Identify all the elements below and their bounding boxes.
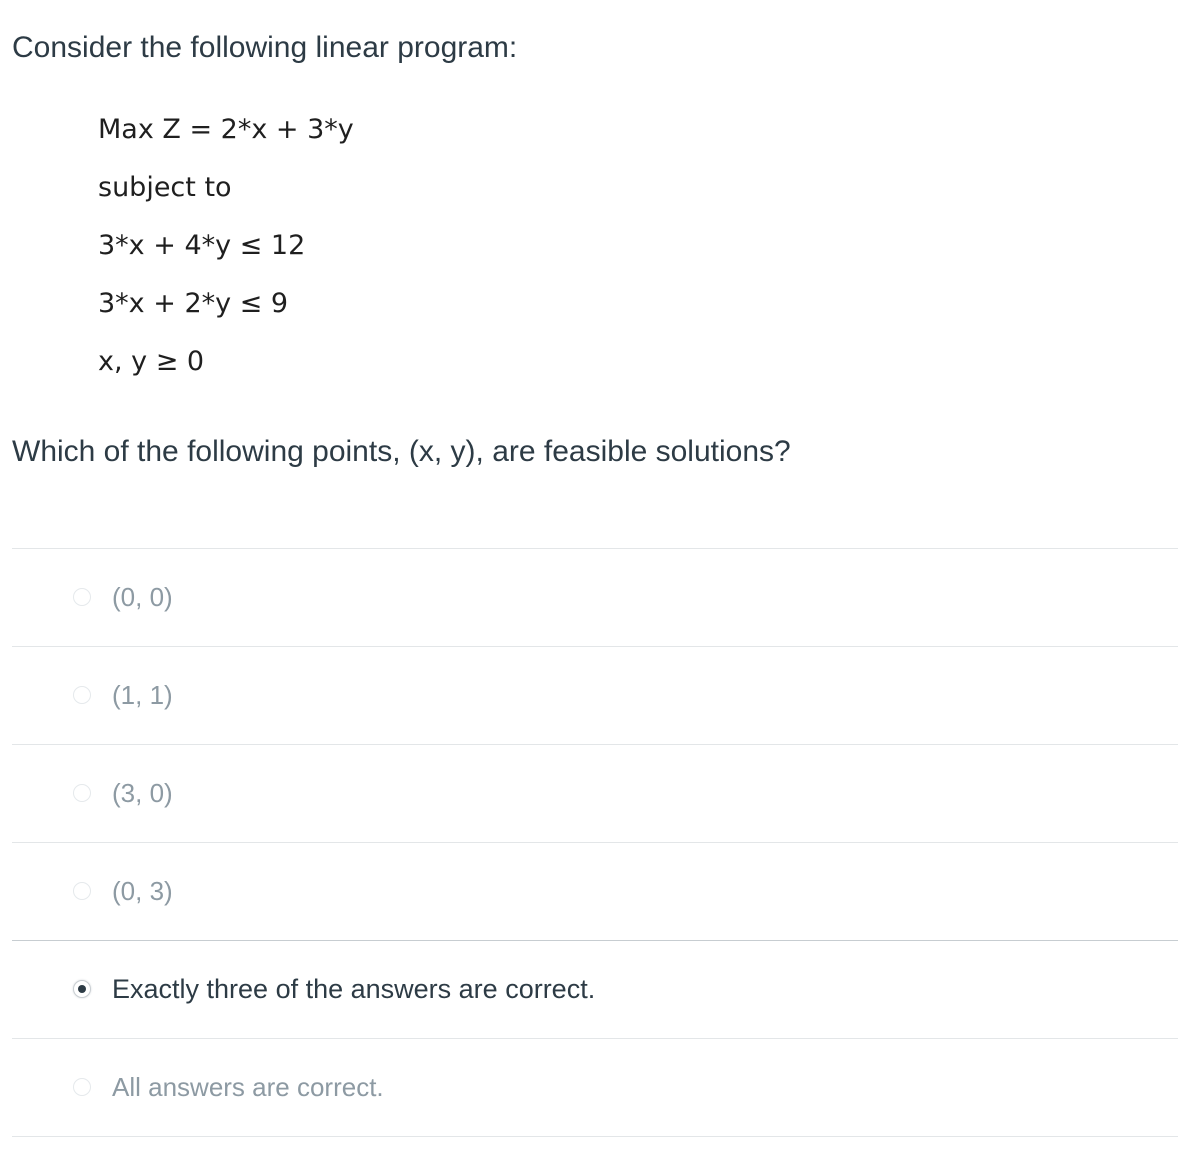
answer-option-exactly-three[interactable] <box>12 940 1178 1039</box>
linear-program <box>98 108 354 398</box>
radio-button-icon[interactable] <box>73 588 91 606</box>
radio-button-selected-icon[interactable] <box>73 980 91 998</box>
answer-label: (0, 3) <box>112 876 173 906</box>
constraint-2: 3*x + 2*y ≤ 9 <box>98 288 289 319</box>
subject-to-label: subject to <box>98 172 232 203</box>
answer-label: Exactly three of the answers are correct. <box>112 974 596 1004</box>
answer-option-0-3[interactable] <box>12 843 1178 941</box>
question-prompt: Which of the following points, (x, y), are feasible solutions? <box>12 435 791 468</box>
question-intro: Consider the following linear program: <box>12 31 518 64</box>
constraint-1: 3*x + 4*y ≤ 12 <box>98 230 306 261</box>
answer-option-0-0[interactable] <box>12 549 1178 647</box>
answer-list <box>12 548 1178 1137</box>
radio-button-icon[interactable] <box>73 686 91 704</box>
radio-dot-icon <box>78 985 86 993</box>
radio-button-icon[interactable] <box>73 882 91 900</box>
answer-label: (3, 0) <box>112 778 173 808</box>
non-negativity-constraint: x, y ≥ 0 <box>98 346 205 377</box>
answer-option-3-0[interactable] <box>12 745 1178 843</box>
answer-label: All answers are correct. <box>112 1072 384 1102</box>
answer-label: (0, 0) <box>112 582 173 612</box>
objective-function: Max Z = 2*x + 3*y <box>98 114 354 145</box>
answer-option-1-1[interactable] <box>12 647 1178 745</box>
radio-button-icon[interactable] <box>73 1078 91 1096</box>
radio-button-icon[interactable] <box>73 784 91 802</box>
answer-label: (1, 1) <box>112 680 173 710</box>
answer-option-all-correct[interactable] <box>12 1039 1178 1137</box>
